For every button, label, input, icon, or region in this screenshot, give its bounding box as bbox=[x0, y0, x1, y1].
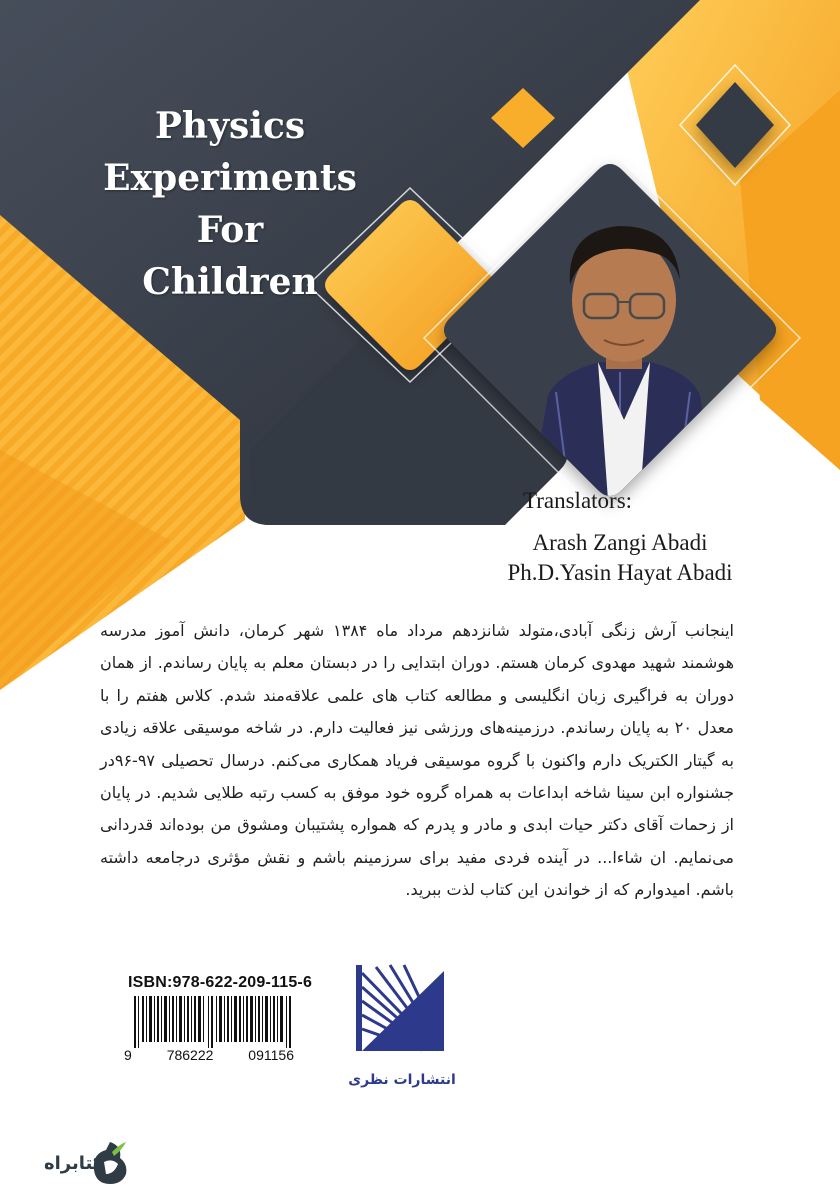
barcode bbox=[134, 996, 291, 1048]
title-line: For bbox=[196, 209, 264, 251]
publisher-logo-mark bbox=[356, 963, 446, 1053]
book-title bbox=[80, 100, 380, 308]
isbn-number: ISBN:978-622-209-115-6 bbox=[128, 974, 313, 991]
title-line: Children bbox=[142, 261, 318, 303]
translator-name: Ph.D.Yasin Hayat Abadi bbox=[507, 560, 733, 585]
barcode-digit-group: 091156 bbox=[248, 1047, 294, 1063]
barcode-digit-group: 786222 bbox=[166, 1047, 214, 1063]
ketabrah-watermark bbox=[40, 1145, 103, 1181]
watermark-text: کتابراه bbox=[44, 1152, 104, 1174]
publisher-name: انتشارات نظری bbox=[348, 1072, 456, 1088]
biography-text: اینجانب آرش زنگی آبادی،متولد شانزدهم مرداد ماه ۱۳۸۴ شهر کرمان، دانش آموز مدرسه هوشمند شهید مهدوی کرمان هستم. دوران ابتدایی را در دبستان معلم به پایان رساندم. از همان دوران به فراگیری زبان انگلیسی و مطالعه کتاب های علمی علاقه‌مند شدم. کلاس هفتم را با معدل ۲۰ به پایان رساندم. درزمینه‌های ورزشی نیز فعالیت دارم. در شاخه موسیقی علاقه زیادی به گیتار الکتریک دارم واکنون با گروه موسیقی فریاد همکاری می‌کنم. درسال تحصیلی ۹۷-۹۶در جشنواره ابن سینا شاخه ابداعات به همراه گروه خود موفق به کسب رتبه طلایی شدیم. در پایان از زحمات آقای دکتر حیات ابدی و مادر و پدرم که همواره پشتیبان ومشوق من بوده‌اند قدردانی می‌نمایم. ان شاءا... در آینده فردی مفید برای سرزمینم باشم و نقش مؤثری درجامعه داشته باشم. امیدوارم که از خواندن این کتاب لذت ببرید. bbox=[100, 621, 735, 900]
barcode-digits bbox=[124, 1047, 294, 1063]
title-line: Physics bbox=[154, 105, 306, 147]
translators-label: Translators: bbox=[523, 488, 633, 513]
title-line: Experiments bbox=[103, 157, 357, 199]
author-biography bbox=[100, 615, 734, 907]
translator-name: Arash Zangi Abadi bbox=[532, 530, 708, 555]
barcode-digit-group: 9 bbox=[124, 1047, 132, 1063]
